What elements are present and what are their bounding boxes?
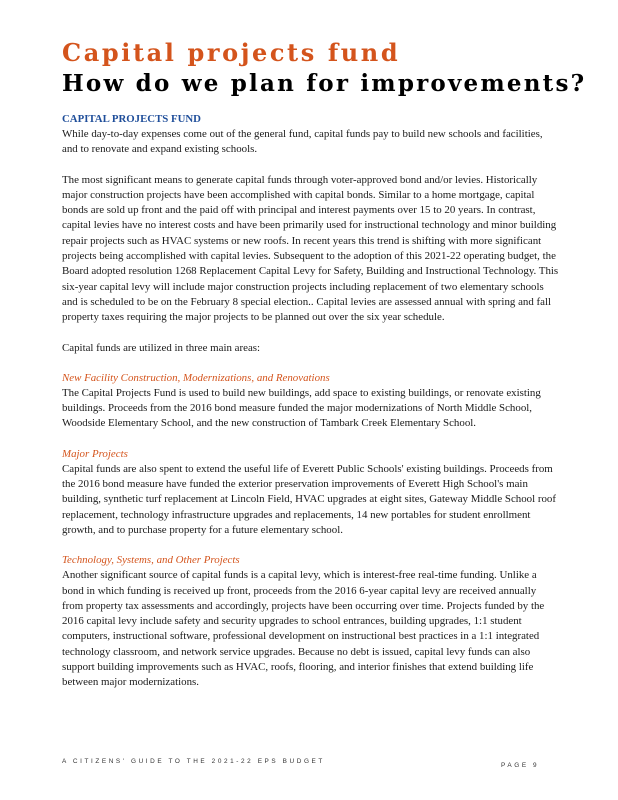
section-heading: CAPITAL PROJECTS FUND (62, 113, 201, 125)
area-heading-technology: Technology, Systems, and Other Projects (62, 554, 240, 567)
intro-paragraph: While day-to-day expenses come out of the general fund, capital funds pay to build new schools and facilities, and to renovate and expand existing schools. (62, 128, 543, 156)
means-paragraph: The most significant means to generate capital funds through voter-approved bond and/or levies. Historically major construction projects have been accomplished with capital bonds. Similar to a home mortgage, capital bonds are sold up front and the paid off with principal and interest payments over 15 to 20 years. In contrast, capital levies have no interest costs and have been primarily used for instructional technology and minor building repair projects such as HVAC systems or new roofs. In recent years this trend is shifting with more significant projects being accomplished with capital levies. Subsequent to the adoption of this 2021-22 operating budget, the Board adopted resolution 1268 Replacement Capital Levy for Safety, Building and Instructional Technology. This six-year capital levy will include major construction projects including replacement of two elementary schools and is scheduled to be on the February 8 special election.. Capital levies are assessed annual with spring and fall property taxes requiring the major projects to be planned out over the six year schedule. (62, 173, 559, 324)
area-heading-new-facility: New Facility Construction, Modernizations, and Renovations (62, 371, 330, 384)
area-text-new-facility: The Capital Projects Fund is used to build new buildings, add space to existing buildings, or renovate existing buildings. Proceeds from the 2016 bond measure funded the major modernizations of North Middle School, Woodside Elementary School, and the new construction of Tambark Creek Elementary School. (62, 386, 541, 430)
footer-page-number: PAGE 9 (501, 762, 540, 769)
area-text-major-projects: Capital funds are also spent to extend the useful life of Everett Public Schools' existing buildings. Proceeds from the 2016 bond measure have funded the exterior preservation improvements of Everett High School's main building, synthetic turf replacement at Lincoln Field, HVAC upgrades at eight sites, Gateway Middle School roof replacement, technology infrastructure upgrades and replacements, 14 new portables for student enrollment growth, and to purchase property for a future elementary school. (62, 462, 557, 536)
area-heading-major-projects: Major Projects (62, 447, 128, 460)
footer-guide-title: A CITIZENS' GUIDE TO THE 2021-22 EPS BUDGET (62, 758, 325, 765)
page-title: Capital projects fund (62, 38, 401, 67)
area-text-technology: Another significant source of capital funds is a capital levy, which is interest-free real-time funding. Unlike a bond in which funding is received up front, proceeds from the 2016 6-year capital levy are received annually from property tax assessments and accordingly, projects have been occurring over time. Projects funded by the 2016 capital levy include safety and security upgrades to school entrances, building upgrades, 1:1 student computers, instructional software, professional development on instructional best practices in a 1:1 integrated technology classroom, and network service upgrades. Because no debt is issued, capital levy funds can also support building improvements such as HVAC, roofs, flooring, and interior finishes that extend building life between major modernizations. (62, 569, 545, 689)
page-subtitle: How do we plan for improvements? (62, 70, 587, 97)
body-content (62, 112, 560, 706)
areas-intro-paragraph: Capital funds are utilized in three main areas: (62, 341, 261, 354)
